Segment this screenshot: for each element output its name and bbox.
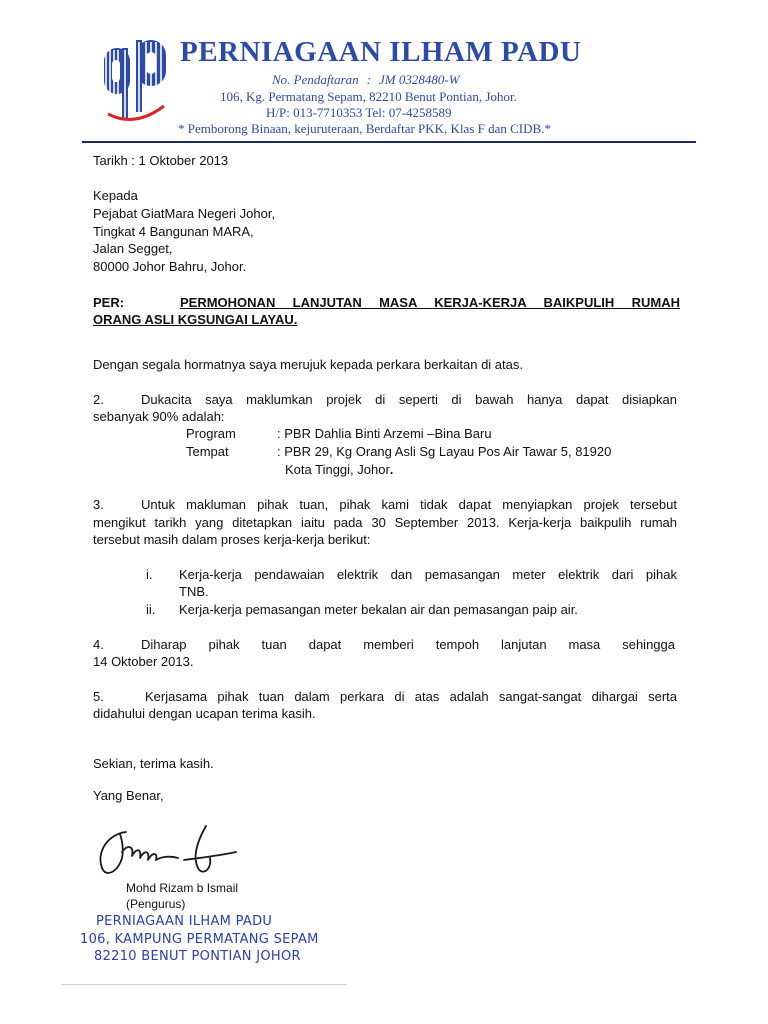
recipient-line: 80000 Johor Bahru, Johor. — [93, 259, 247, 274]
tempat-period: . — [389, 462, 394, 477]
registration-line — [272, 72, 460, 88]
recipient-line: Jalan Segget, — [93, 241, 173, 256]
recipient-line: Kepada — [93, 188, 138, 203]
company-name: PERNIAGAAN ILHAM PADU — [180, 36, 582, 68]
subject-colon: : — [119, 295, 125, 310]
company-logo — [100, 36, 170, 128]
company-phone: H/P: 013-7710353 Tel: 07-4258589 — [266, 105, 452, 120]
letterhead-divider — [82, 141, 696, 143]
program-value: : PBR Dahlia Binti Arzemi –Bina Baru — [277, 426, 492, 441]
paragraph-4-line: Diharap pihak tuan dapat memberi tempoh lanjutan masa sehingga — [141, 637, 675, 652]
paragraph-5-line: Kerjasama pihak tuan dalam perkara di atas adalah sangat-sangat dihargai serta — [145, 689, 677, 704]
paragraph-number: 3. — [93, 497, 104, 512]
company-stamp-line: 106, KAMPUNG PERMATANG SEPAM — [80, 932, 319, 947]
paragraph-4-line: 14 Oktober 2013. — [93, 654, 194, 669]
tempat-value-2-text: Kota Tinggi, Johor — [285, 462, 390, 477]
list-item-number: i. — [146, 567, 153, 582]
list-item-line: TNB. — [179, 584, 209, 599]
paragraph-2-line: sebanyak 90% adalah: — [93, 409, 225, 424]
list-item-number: ii. — [146, 602, 156, 617]
subject-line-1: PERMOHONAN LANJUTAN MASA KERJA-KERJA BAIKPULIH RUMAH — [180, 295, 680, 310]
company-stamp-line: 82210 BENUT PONTIAN JOHOR — [94, 949, 301, 964]
handwritten-signature — [88, 822, 258, 882]
footer-divider — [62, 984, 346, 985]
subject-label — [93, 294, 124, 311]
closing-line: Sekian, terima kasih. — [93, 756, 214, 771]
paragraph-3-line: Untuk makluman pihak tuan, pihak kami tidak dapat menyiapkan projek tersebut — [141, 497, 677, 512]
subject-line-2: ORANG ASLI KGSUNGAI LAYAU. — [93, 312, 298, 327]
list-item-line: Kerja-kerja pendawaian elektrik dan pemasangan meter elektrik dari pihak — [179, 567, 677, 582]
tempat-value: : PBR 29, Kg Orang Asli Sg Layau Pos Air Tawar 5, 81920 — [277, 444, 612, 459]
paragraph-number: 2. — [93, 392, 104, 407]
paragraph-number: 4. — [93, 637, 104, 652]
recipient-line: Pejabat GiatMara Negeri Johor, — [93, 206, 276, 221]
company-specialty: * Pemborong Binaan, kejuruteraan, Berdaftar PKK, Klas F dan CIDB.* — [178, 121, 551, 136]
registration-number: JM 0328480-W — [379, 72, 460, 87]
registration-label: No. Pendaftaran — [272, 72, 359, 87]
paragraph-5-line: didahului dengan ucapan terima kasih. — [93, 706, 316, 721]
paragraph-3-line: tersebut masih dalam proses kerja-kerja berikut: — [93, 532, 371, 547]
company-address: 106, Kg. Permatang Sepam, 82210 Benut Pontian, Johor. — [220, 89, 517, 104]
tempat-label: Tempat — [186, 444, 229, 459]
paragraph-3-line: mengikut tarikh yang ditetapkan iaitu pada 30 September 2013. Kerja-kerja baikpulih rumah — [93, 515, 677, 530]
paragraph-number: 5. — [93, 689, 104, 704]
paragraph-2-line: Dukacita saya maklumkan projek di seperti di bawah hanya dapat disiapkan — [141, 392, 677, 407]
signatory-name: Mohd Rizam b Ismail — [126, 881, 239, 895]
recipient-line: Tingkat 4 Bangunan MARA, — [93, 224, 254, 239]
opening-paragraph: Dengan segala hormatnya saya merujuk kepada perkara berkaitan di atas. — [93, 357, 523, 372]
program-label: Program — [186, 426, 236, 441]
signatory-title: (Pengurus) — [126, 897, 186, 911]
list-item-line: Kerja-kerja pemasangan meter bekalan air dan pemasangan paip air. — [179, 602, 578, 617]
subject-label-text: PER — [93, 295, 120, 310]
tempat-value-2 — [285, 461, 393, 478]
company-stamp-line: PERNIAGAAN ILHAM PADU — [96, 914, 273, 929]
registration-separator: : — [366, 72, 372, 87]
letter-date: Tarikh : 1 Oktober 2013 — [93, 153, 229, 168]
sign-off: Yang Benar, — [93, 788, 164, 803]
